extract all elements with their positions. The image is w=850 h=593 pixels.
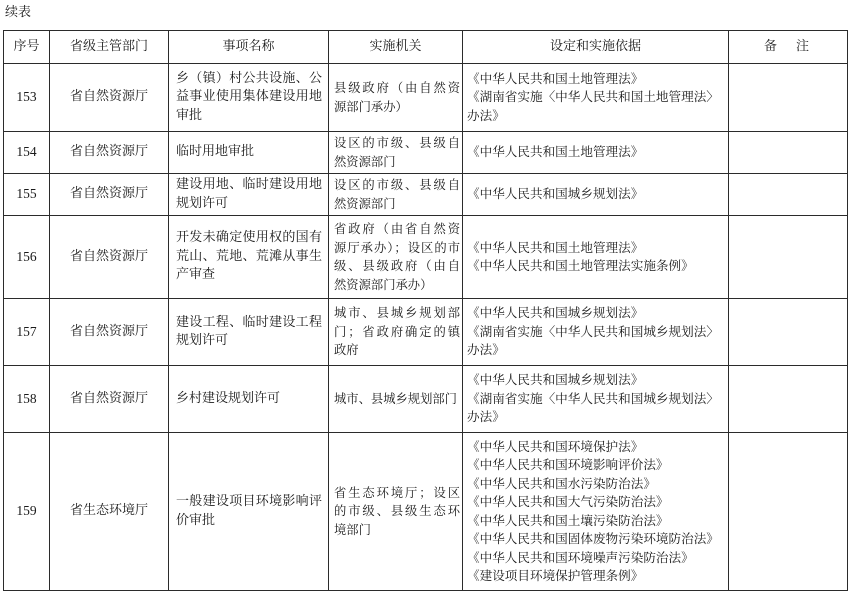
cell-text: 156 (16, 248, 37, 264)
cell-note (729, 132, 848, 174)
text-line: 产审查 (176, 267, 216, 283)
header-basis: 设定和实施依据 (463, 31, 729, 64)
text-line: 城市、县城乡规划部门 (334, 391, 457, 406)
text-line: 审批 (176, 107, 203, 123)
text-line: 《中华人民共和国环境影响评价法》 (467, 457, 669, 472)
cell-text: 省自然资源厅 (69, 186, 148, 202)
text-line: 规划许可 (176, 333, 229, 348)
text-line: 《中华人民共和国土地管理法》 (467, 144, 644, 160)
text-line: 《中华人民共和国土地管理法》 (467, 239, 644, 255)
cell-basis (463, 132, 729, 174)
text-line: 一般建设项目环境影响评 (176, 494, 322, 509)
cell-serial (4, 64, 50, 132)
text-line: 设区的市级、县级自 (334, 178, 460, 192)
text-line: 政府 (334, 343, 359, 358)
cell-basis (463, 64, 729, 132)
text-line: 《湖南省实施〈中华人民共和国城乡规划法〉 (467, 390, 719, 406)
text-line: 办法》 (467, 409, 505, 425)
cell-text: 省自然资源厅 (69, 390, 148, 406)
table-row (4, 132, 848, 174)
table-row (4, 64, 848, 132)
text-line: 境部门 (334, 522, 371, 537)
cell-text: 159 (16, 503, 37, 519)
cell-text: 省自然资源厅 (69, 248, 148, 264)
cell-serial (4, 433, 50, 591)
text-line: 省生态环境厅；设区 (334, 485, 460, 500)
cell-item-name (169, 64, 329, 132)
text-line: 益事业使用集体建设用地 (176, 89, 322, 105)
cell-basis (463, 366, 729, 433)
text-line: 建设用地、临时建设用地 (176, 177, 322, 192)
cell-serial (4, 366, 50, 433)
table-row (4, 174, 848, 216)
cell-note (729, 299, 848, 366)
cell-agency (329, 366, 463, 433)
cell-agency (329, 433, 463, 591)
text-line: 《中华人民共和国环境噪声污染防治法》 (467, 549, 694, 565)
text-line: 县级政府（由自然资 (334, 81, 460, 95)
text-line: 然资源部门 (334, 196, 396, 211)
cell-text: 省自然资源厅 (69, 89, 148, 105)
text-line: 乡村建设规划许可 (176, 390, 281, 406)
cell-serial (4, 132, 50, 174)
cell-basis (463, 174, 729, 216)
text-line: 城市、县城乡规划部 (334, 306, 460, 321)
header-serial: 序号 (4, 31, 50, 64)
cell-agency (329, 64, 463, 132)
cell-item-name (169, 366, 329, 433)
text-line: 乡（镇）村公共设施、公 (176, 70, 322, 86)
cell-department (50, 433, 169, 591)
cell-basis (463, 433, 729, 591)
page-title: 续表 (5, 5, 32, 20)
text-line: 级、县级政府（由自 (334, 259, 460, 273)
cell-agency (329, 216, 463, 299)
text-line: 的市级、县级生态环 (334, 504, 460, 519)
cell-serial (4, 216, 50, 299)
cell-serial (4, 174, 50, 216)
text-line: 开发未确定使用权的国有 (176, 230, 322, 246)
header-note: 备 注 (729, 31, 848, 64)
text-line: 设区的市级、县级自 (334, 136, 460, 150)
cell-department (50, 216, 169, 299)
cell-basis (463, 299, 729, 366)
cell-department (50, 366, 169, 433)
table-row (4, 366, 848, 433)
cell-text: 省自然资源厅 (69, 144, 148, 160)
cell-text: 省自然资源厅 (69, 323, 148, 339)
text-line: 然资源部门 (334, 154, 396, 169)
text-line: 办法》 (467, 342, 505, 358)
cell-text: 153 (16, 89, 37, 105)
cell-text: 154 (16, 144, 37, 160)
cell-item-name (169, 433, 329, 591)
text-line: 《中华人民共和国土壤污染防治法》 (467, 512, 669, 528)
text-line: 建设工程、临时建设工程 (176, 314, 322, 330)
text-line: 《湖南省实施〈中华人民共和国城乡规划法〉 (467, 323, 719, 339)
text-line: 《中华人民共和国城乡规划法》 (467, 305, 644, 321)
cell-department (50, 132, 169, 174)
header-department: 省级主管部门 (50, 31, 169, 64)
cell-note (729, 433, 848, 591)
text-line: 源厅承办）；设区的市 (334, 240, 460, 255)
cell-department (50, 299, 169, 366)
text-line: 《中华人民共和国城乡规划法》 (467, 186, 644, 202)
text-line: 《中华人民共和国城乡规划法》 (467, 372, 644, 388)
cell-note (729, 366, 848, 433)
text-line: 《中华人民共和国土地管理法》 (467, 70, 644, 86)
header-row (4, 31, 848, 64)
header-agency: 实施机关 (329, 31, 463, 64)
text-line: 《中华人民共和国土地管理法实施条例》 (467, 258, 694, 273)
approval-items-table (3, 30, 848, 591)
cell-text: 155 (16, 186, 37, 202)
text-line: 办法》 (467, 107, 505, 123)
text-line: 《中华人民共和国大气污染防治法》 (467, 494, 669, 509)
cell-serial (4, 299, 50, 366)
cell-note (729, 174, 848, 216)
table-row (4, 299, 848, 366)
table-row (4, 216, 848, 299)
cell-basis (463, 216, 729, 299)
text-line: 《中华人民共和国固体废物污染环境防治法》 (467, 531, 719, 546)
text-line: 价审批 (176, 512, 216, 528)
text-line: 《建设项目环境保护管理条例》 (467, 568, 644, 583)
cell-text: 省生态环境厅 (69, 503, 148, 519)
text-line: 《中华人民共和国水污染防治法》 (467, 475, 656, 491)
table-header (4, 31, 848, 64)
cell-agency (329, 174, 463, 216)
cell-note (729, 64, 848, 132)
cell-agency (329, 132, 463, 174)
text-line: 门；省政府确定的镇 (334, 324, 460, 339)
cell-item-name (169, 299, 329, 366)
text-line: 《中华人民共和国环境保护法》 (467, 438, 644, 454)
header-item-name: 事项名称 (169, 31, 329, 64)
cell-item-name (169, 132, 329, 174)
cell-item-name (169, 216, 329, 299)
cell-department (50, 64, 169, 132)
cell-text: 157 (16, 323, 37, 339)
text-line: 规划许可 (176, 195, 229, 211)
text-line: 《湖南省实施〈中华人民共和国土地管理法〉 (467, 89, 719, 105)
cell-note (729, 216, 848, 299)
cell-text: 158 (16, 390, 37, 406)
text-line: 临时用地审批 (176, 144, 255, 160)
table-body (4, 64, 848, 591)
text-line: 省政府（由省自然资 (334, 222, 460, 236)
cell-item-name (169, 174, 329, 216)
text-line: 源部门承办） (334, 99, 408, 114)
cell-department (50, 174, 169, 216)
text-line: 荒山、荒地、荒滩从事生 (176, 248, 322, 264)
text-line: 然资源部门承办） (334, 277, 433, 292)
table-row (4, 433, 848, 591)
cell-agency (329, 299, 463, 366)
